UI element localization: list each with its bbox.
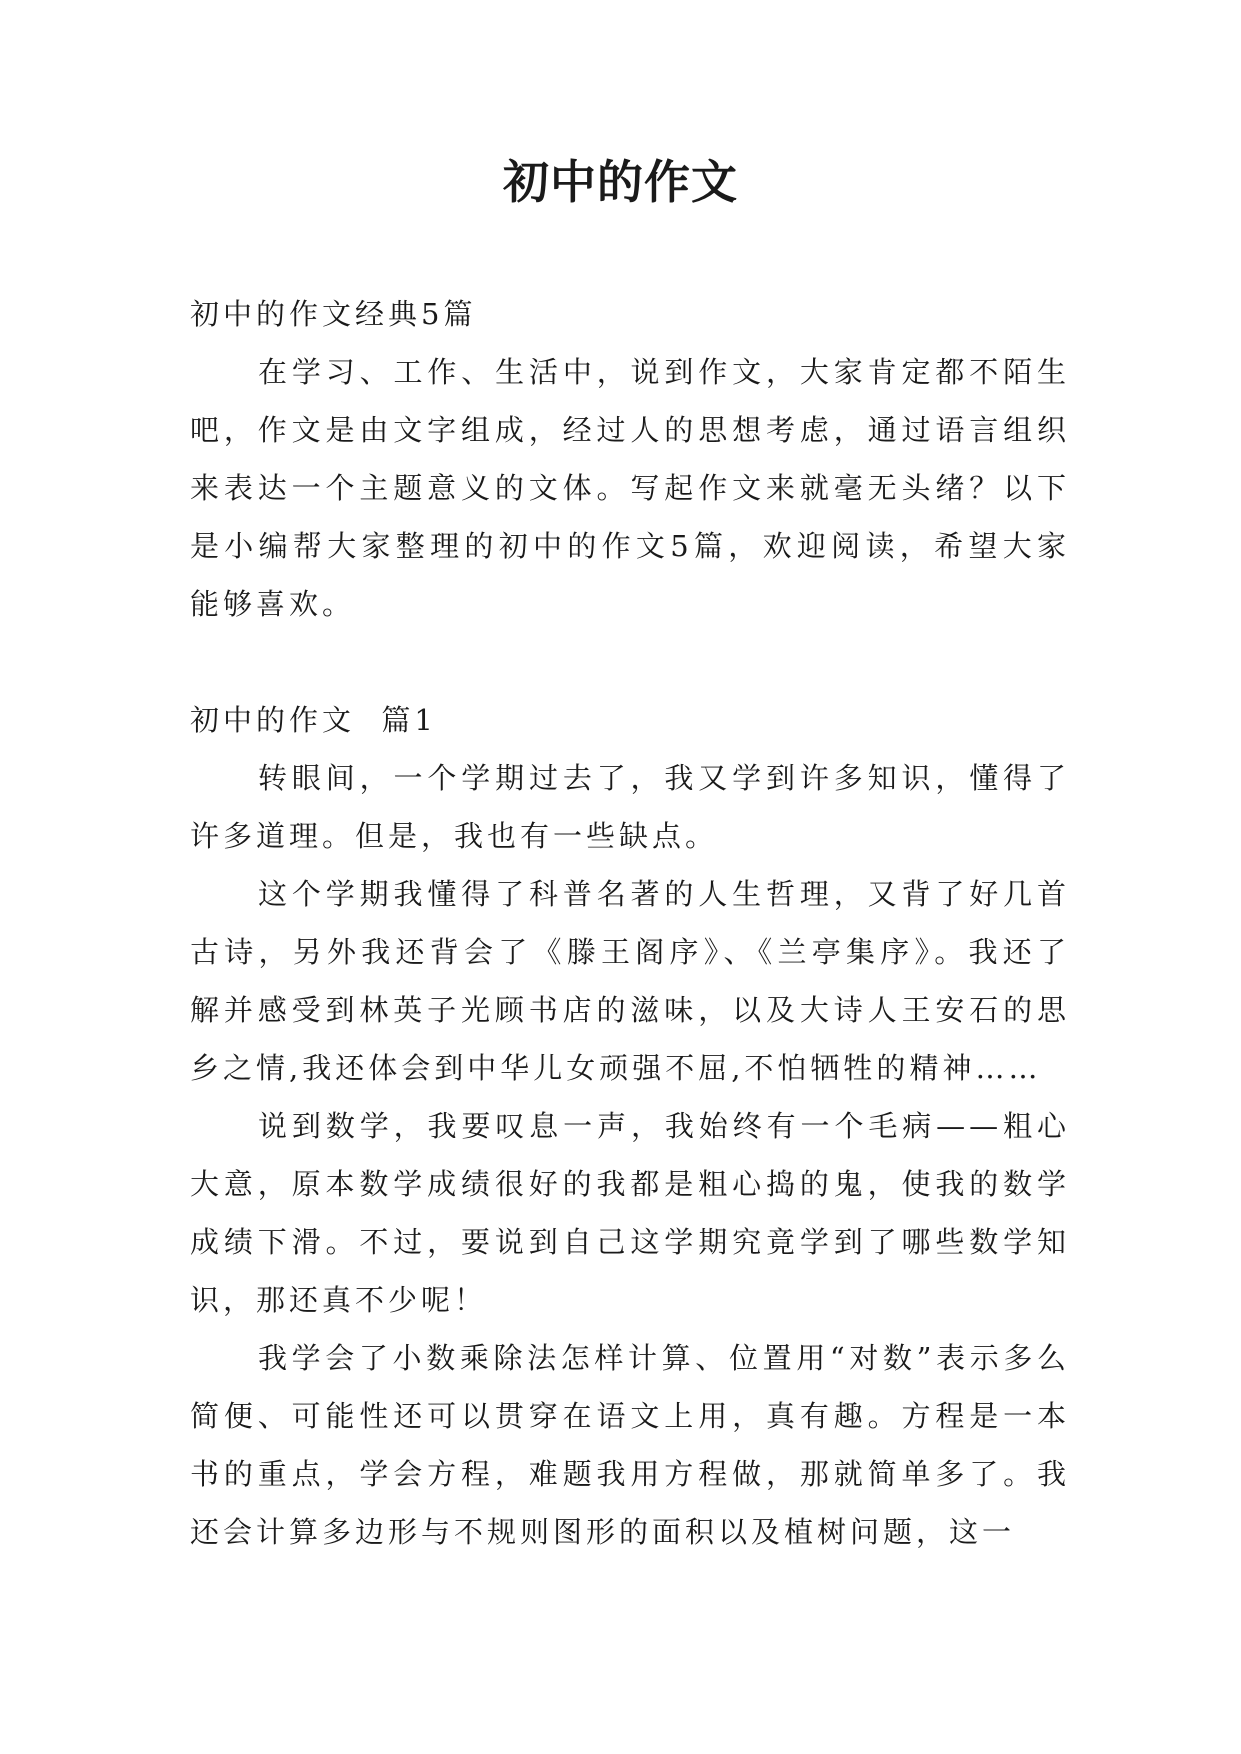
section-heading: 初中的作文 篇1 <box>190 703 437 737</box>
section-spacer <box>190 633 1070 691</box>
intro-paragraph: 在学习、工作、生活中，说到作文，大家肯定都不陌生吧，作文是由文字组成，经过人的思想考虑，通过语言组织来表达一个主题意义的文体。写起作文来就毫无头绪？以下是小编帮大家整理的初中的作文5篇，欢迎阅读，希望大家能够喜欢。 <box>190 355 1070 621</box>
section-paragraph: 转眼间，一个学期过去了，我又学到许多知识，懂得了许多道理。但是，我也有一些缺点。 <box>190 761 1070 853</box>
section-paragraph: 说到数学，我要叹息一声，我始终有一个毛病——粗心大意，原本数学成绩很好的我都是粗心捣的鬼，使我的数学成绩下滑。不过，要说到自己这学期究竟学到了哪些数学知识，那还真不少呢！ <box>190 1109 1070 1317</box>
document-body <box>190 285 1070 1561</box>
document-title: 初中的作文 <box>503 155 738 209</box>
intro-heading: 初中的作文经典5篇 <box>190 297 477 331</box>
section-paragraph: 我学会了小数乘除法怎样计算、位置用“对数”表示多么简便、可能性还可以贯穿在语文上用，真有趣。方程是一本书的重点，学会方程，难题我用方程做，那就简单多了。我还会计算多边形与不规则图形的面积以及植树问题，这一 <box>190 1341 1070 1549</box>
section-paragraph: 这个学期我懂得了科普名著的人生哲理，又背了好几首古诗，另外我还背会了《滕王阁序》、《兰亭集序》。我还了解并感受到林英子光顾书店的滋味，以及大诗人王安石的思乡之情,我还体会到中华儿女顽强不屈,不怕牺牲的精神…… <box>190 877 1070 1085</box>
